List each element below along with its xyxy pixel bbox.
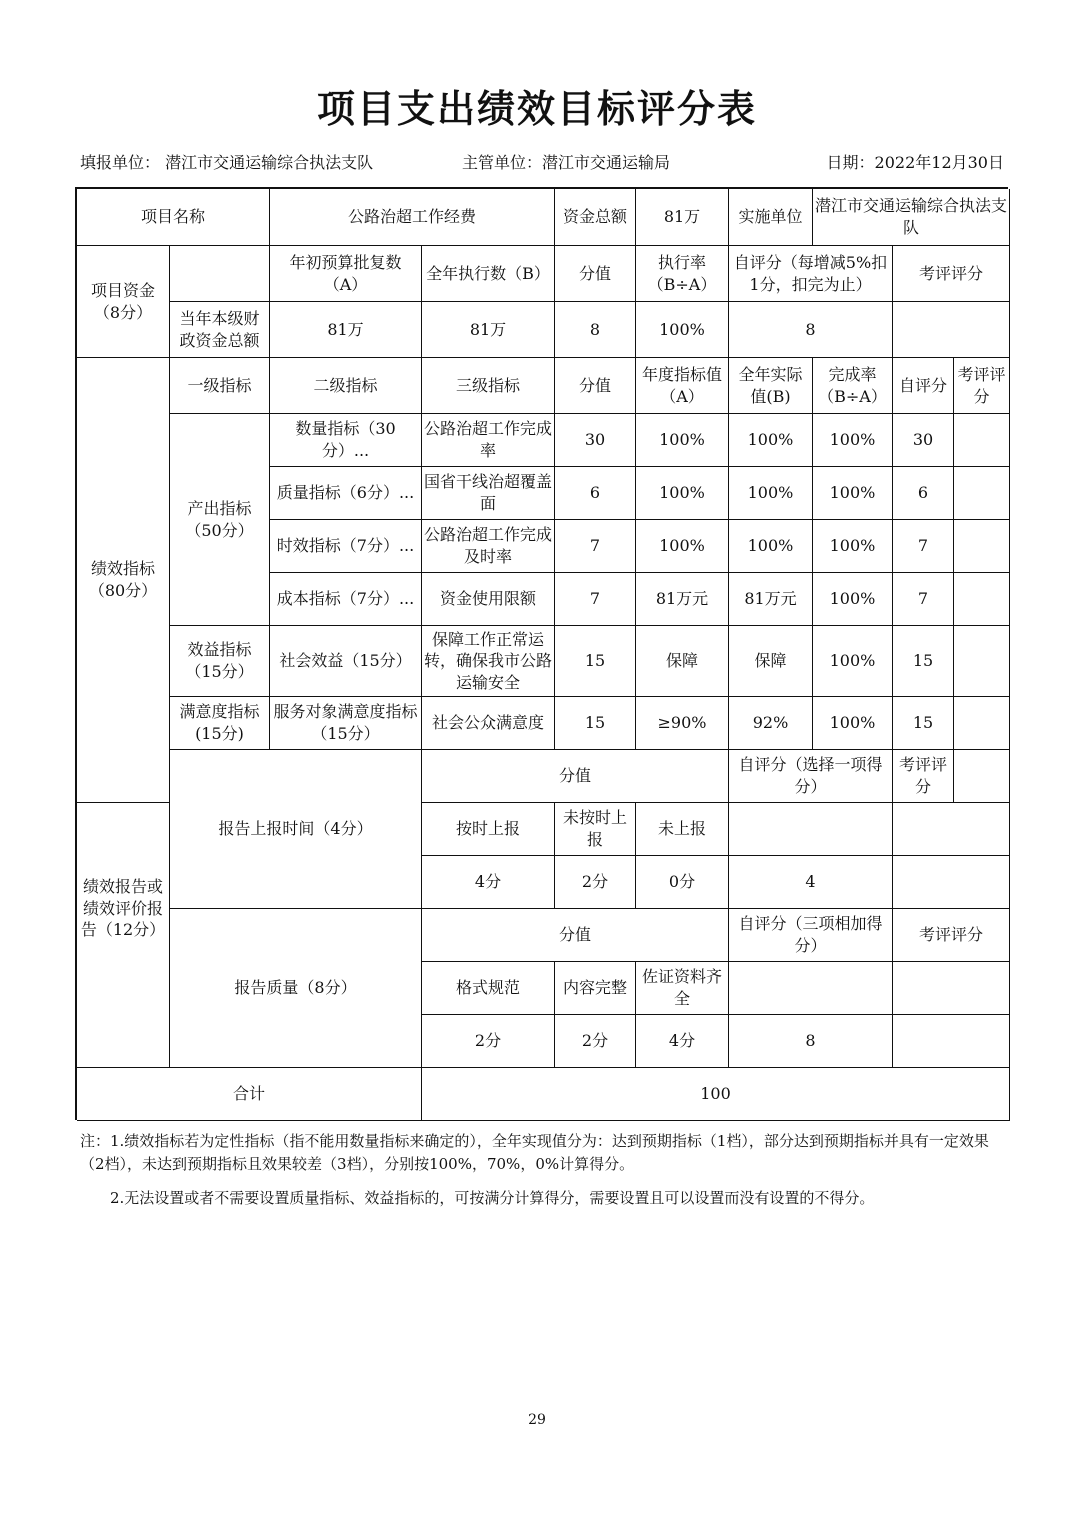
table-cell [636, 302, 729, 358]
cell-text: 公路治超工作完成及时率 [424, 525, 553, 566]
table-cell [813, 467, 893, 520]
cell-text: 8 [805, 1031, 816, 1051]
report-date: 日期：2022年12月30日 [826, 153, 1004, 172]
table-cell [729, 467, 813, 520]
note-2: 2.无法设置或者不需要设置质量指标、效益指标的，可按满分计算得分，需要设置且可以设置而没有设置的不得分。 [110, 1189, 875, 1207]
cell-text: 全年实际值(B) [738, 364, 803, 406]
cell-text: 考评评分 [957, 364, 1006, 406]
table-cell [954, 573, 1010, 626]
table-cell [555, 520, 636, 573]
cell-text: 100% [659, 319, 705, 339]
table-cell [954, 414, 1010, 467]
table-cell [813, 573, 893, 626]
cell-text: 分值 [578, 263, 611, 283]
cell-text: 成本指标（7分）... [276, 589, 415, 609]
table-cell [636, 626, 729, 697]
table-cell [422, 803, 555, 856]
table-cell [422, 1068, 1010, 1121]
cell-text: 质量指标（6分）... [276, 483, 415, 503]
table-cell [555, 1015, 636, 1068]
supervisor-unit: 主管单位：潜江市交通运输局 [462, 153, 671, 172]
table-cell [555, 626, 636, 697]
cell-text: 社会公众满意度 [431, 713, 544, 733]
cell-text: 分值 [558, 766, 591, 786]
cell-text: 8 [589, 319, 601, 339]
cell-text: 考评评分 [918, 925, 983, 945]
table-cell [555, 246, 636, 302]
table-cell [77, 246, 170, 358]
table-cell [555, 358, 636, 414]
table-cell [422, 520, 555, 573]
cell-text: 7 [589, 536, 601, 556]
cell-text: 4 [805, 872, 816, 892]
cell-text: 6 [589, 483, 601, 503]
cell-text: 92% [752, 713, 789, 733]
table-cell [729, 909, 893, 962]
cell-text: 年初预算批复数（A） [289, 252, 402, 294]
table-cell [893, 1015, 1010, 1068]
cell-text: 4分 [474, 872, 502, 892]
cell-text: 保障工作正常运转，确保我市公路运输安全 [424, 629, 553, 692]
table-cell [555, 414, 636, 467]
table-cell [170, 750, 422, 909]
score-table [75, 187, 1008, 1120]
cell-text: 实施单位 [738, 207, 803, 227]
cell-text: 100% [659, 536, 705, 556]
cell-text: 2分 [581, 1031, 609, 1051]
table-cell [170, 626, 270, 697]
table-cell [77, 750, 170, 1068]
cell-text: 81万元 [744, 589, 797, 609]
table-cell [270, 358, 422, 414]
table-cell [422, 358, 555, 414]
table-cell [813, 358, 893, 414]
table-cell [636, 803, 729, 856]
cell-text: 8 [805, 319, 816, 339]
cell-text: 100% [747, 536, 794, 556]
cell-text: 公路治超工作经费 [347, 207, 476, 227]
cell-text: 潜江市交通运输综合执法支队 [815, 196, 1008, 237]
cell-text: 项目资金（8分） [90, 280, 155, 322]
cell-text: 100% [829, 430, 876, 450]
table-cell [636, 1015, 729, 1068]
cell-text: 7 [589, 589, 601, 609]
cell-text: 81万元 [655, 589, 709, 609]
table-cell [954, 520, 1010, 573]
cell-text: 自评分（每增减5%扣1分，扣完为止） [733, 252, 888, 294]
cell-text: 未上报 [657, 819, 706, 839]
table-cell [729, 1015, 893, 1068]
cell-text: 产出指标（50分） [185, 498, 254, 540]
table-cell [77, 1068, 422, 1121]
cell-text: 时效指标（7分）... [276, 536, 415, 556]
table-cell [170, 697, 270, 750]
table-cell [636, 962, 729, 1015]
table-cell [893, 302, 1010, 358]
table-cell [422, 1015, 555, 1068]
table-cell [729, 358, 813, 414]
table-cell [729, 626, 813, 697]
cell-text: 2分 [474, 1031, 502, 1051]
table-cell [893, 467, 954, 520]
table-cell [636, 856, 729, 909]
table-cell [422, 302, 555, 358]
table-cell [170, 246, 270, 302]
table-cell [270, 302, 422, 358]
cell-text: 100% [829, 713, 876, 733]
table-cell [813, 189, 1010, 246]
table-cell [270, 467, 422, 520]
cell-text: 4分 [668, 1031, 696, 1051]
table-cell [636, 697, 729, 750]
table-cell [729, 302, 893, 358]
cell-text: 格式规范 [455, 978, 520, 998]
table-cell [422, 467, 555, 520]
table-cell [422, 414, 555, 467]
cell-text: 合计 [232, 1084, 265, 1104]
page-number: 29 [528, 1412, 546, 1428]
table-cell [170, 302, 270, 358]
cell-text: 按时上报 [455, 819, 520, 839]
cell-text: 6 [917, 483, 929, 503]
cell-text: 0分 [668, 872, 696, 892]
table-cell [422, 246, 555, 302]
table-cell [893, 856, 1010, 909]
cell-text: ≥90% [657, 713, 707, 733]
table-cell [954, 626, 1010, 697]
table-cell [422, 750, 729, 803]
cell-text: 100% [829, 651, 876, 671]
cell-text: 自评分（三项相加得分） [738, 914, 883, 955]
cell-text: 报告上报时间（4分） [218, 819, 373, 839]
table-cell [270, 414, 422, 467]
table-cell [813, 414, 893, 467]
table-cell [954, 697, 1010, 750]
cell-text: 100% [747, 430, 794, 450]
cell-text: 分值 [558, 925, 591, 945]
cell-text: 内容完整 [562, 978, 627, 998]
cell-text: 佐证资料齐全 [641, 967, 722, 1008]
cell-text: 100 [700, 1084, 731, 1104]
cell-text: 三级指标 [455, 375, 520, 395]
table-cell [954, 467, 1010, 520]
cell-text: 30 [912, 430, 934, 450]
table-cell [270, 189, 555, 246]
cell-text: 执行率（B÷A） [647, 252, 717, 294]
table-cell [729, 189, 813, 246]
cell-text: 效益指标（15分） [185, 640, 254, 681]
table-cell [893, 626, 954, 697]
cell-text: 绩效报告或绩效评价报告（12分） [80, 877, 166, 940]
table-cell [729, 962, 893, 1015]
table-cell [636, 414, 729, 467]
fill-unit: 填报单位： 潜江市交通运输综合执法支队 [80, 153, 374, 172]
table-cell [729, 856, 893, 909]
cell-text: 绩效指标（80分） [88, 559, 158, 600]
table-cell [555, 962, 636, 1015]
cell-text: 15 [912, 713, 934, 733]
cell-text: 7 [917, 589, 929, 609]
table-cell [170, 358, 270, 414]
table-cell [555, 302, 636, 358]
cell-text: 100% [829, 483, 876, 503]
table-cell [270, 246, 422, 302]
table-cell [270, 573, 422, 626]
cell-text: 年度指标值（A） [641, 364, 722, 406]
table-cell [813, 520, 893, 573]
table-cell [555, 697, 636, 750]
table-cell [729, 246, 893, 302]
table-cell [813, 626, 893, 697]
cell-text: 100% [747, 483, 794, 503]
cell-text: 社会效益（15分） [279, 651, 412, 671]
cell-text: 分值 [578, 375, 611, 395]
cell-text: 81万 [327, 319, 364, 339]
table-cell [422, 697, 555, 750]
table-cell [422, 573, 555, 626]
table-cell [636, 189, 729, 246]
cell-text: 当年本级财政资金总额 [179, 308, 260, 350]
table-cell [555, 573, 636, 626]
table-cell [422, 856, 555, 909]
table-cell [729, 803, 893, 856]
table-cell [77, 358, 170, 803]
cell-text: 自评分 [898, 375, 947, 395]
table-cell [893, 962, 1010, 1015]
table-cell [893, 750, 954, 803]
table-cell [636, 573, 729, 626]
table-cell [422, 909, 729, 962]
table-cell [555, 189, 636, 246]
table-cell [555, 467, 636, 520]
cell-text: 2分 [581, 872, 609, 892]
table-cell [893, 414, 954, 467]
table-cell [893, 520, 954, 573]
table-cell [170, 414, 270, 626]
table-cell [729, 520, 813, 573]
table-cell [954, 358, 1010, 414]
table-cell [77, 189, 270, 246]
cell-text: 保障 [754, 651, 787, 671]
table-cell [893, 246, 1010, 302]
cell-text: 考评评分 [898, 755, 947, 796]
table-cell [270, 626, 422, 697]
cell-text: 15 [584, 651, 606, 671]
cell-text: 15 [912, 651, 934, 671]
table-cell [729, 414, 813, 467]
cell-text: 考评评分 [918, 263, 983, 283]
table-cell [893, 697, 954, 750]
cell-text: 满意度指标(15分) [179, 702, 260, 743]
cell-text: 公路治超工作完成率 [424, 419, 553, 460]
table-cell [893, 909, 1010, 962]
table-cell [270, 697, 422, 750]
cell-text: 100% [829, 536, 876, 556]
cell-text: 15 [584, 713, 606, 733]
cell-text: 报告质量（8分） [234, 978, 357, 998]
cell-text: 100% [659, 430, 705, 450]
cell-text: 100% [659, 483, 705, 503]
table-cell [636, 246, 729, 302]
cell-text: 30 [584, 430, 606, 450]
cell-text: 全年执行数（B） [426, 263, 550, 283]
cell-text: 服务对象满意度指标（15分） [273, 702, 418, 743]
table-cell [893, 573, 954, 626]
table-cell [555, 803, 636, 856]
table-cell [555, 856, 636, 909]
cell-text: 资金总额 [562, 207, 627, 227]
table-cell [636, 467, 729, 520]
table-cell [729, 750, 893, 803]
cell-text: 一级指标 [187, 375, 252, 395]
cell-text: 资金使用限额 [439, 589, 536, 609]
cell-text: 81万 [469, 319, 507, 339]
cell-text: 数量指标（30分）... [295, 419, 396, 460]
cell-text: 项目名称 [140, 207, 205, 227]
table-cell [893, 803, 1010, 856]
table-cell [729, 697, 813, 750]
cell-text: 自评分（选择一项得分） [738, 755, 883, 796]
table-cell [422, 626, 555, 697]
table-cell [893, 358, 954, 414]
cell-text: 二级指标 [313, 375, 378, 395]
table-cell [422, 962, 555, 1015]
table-cell [636, 358, 729, 414]
table-cell [636, 520, 729, 573]
table-cell [729, 573, 813, 626]
cell-text: 国省干线治超覆盖面 [424, 472, 553, 513]
table-cell [270, 520, 422, 573]
cell-text: 81万 [663, 207, 701, 227]
cell-text: 完成率（B÷A） [818, 364, 887, 406]
table-cell [813, 697, 893, 750]
note-1: 注：1.绩效指标若为定性指标（指不能用数量指标来确定的），全年实现值分为：达到预期指标（1档），部分达到预期指标并具有一定效果（2档），未达到预期指标且效果较差（3档），分别按100%，70%，0%计算得分。 [80, 1132, 989, 1173]
table-cell [170, 909, 422, 1068]
cell-text: 保障 [665, 651, 698, 671]
page-title: 项目支出绩效目标评分表 [316, 86, 757, 131]
cell-text: 100% [829, 589, 876, 609]
table-cell [954, 750, 1010, 803]
cell-text: 7 [917, 536, 929, 556]
cell-text: 未按时上报 [562, 808, 627, 849]
